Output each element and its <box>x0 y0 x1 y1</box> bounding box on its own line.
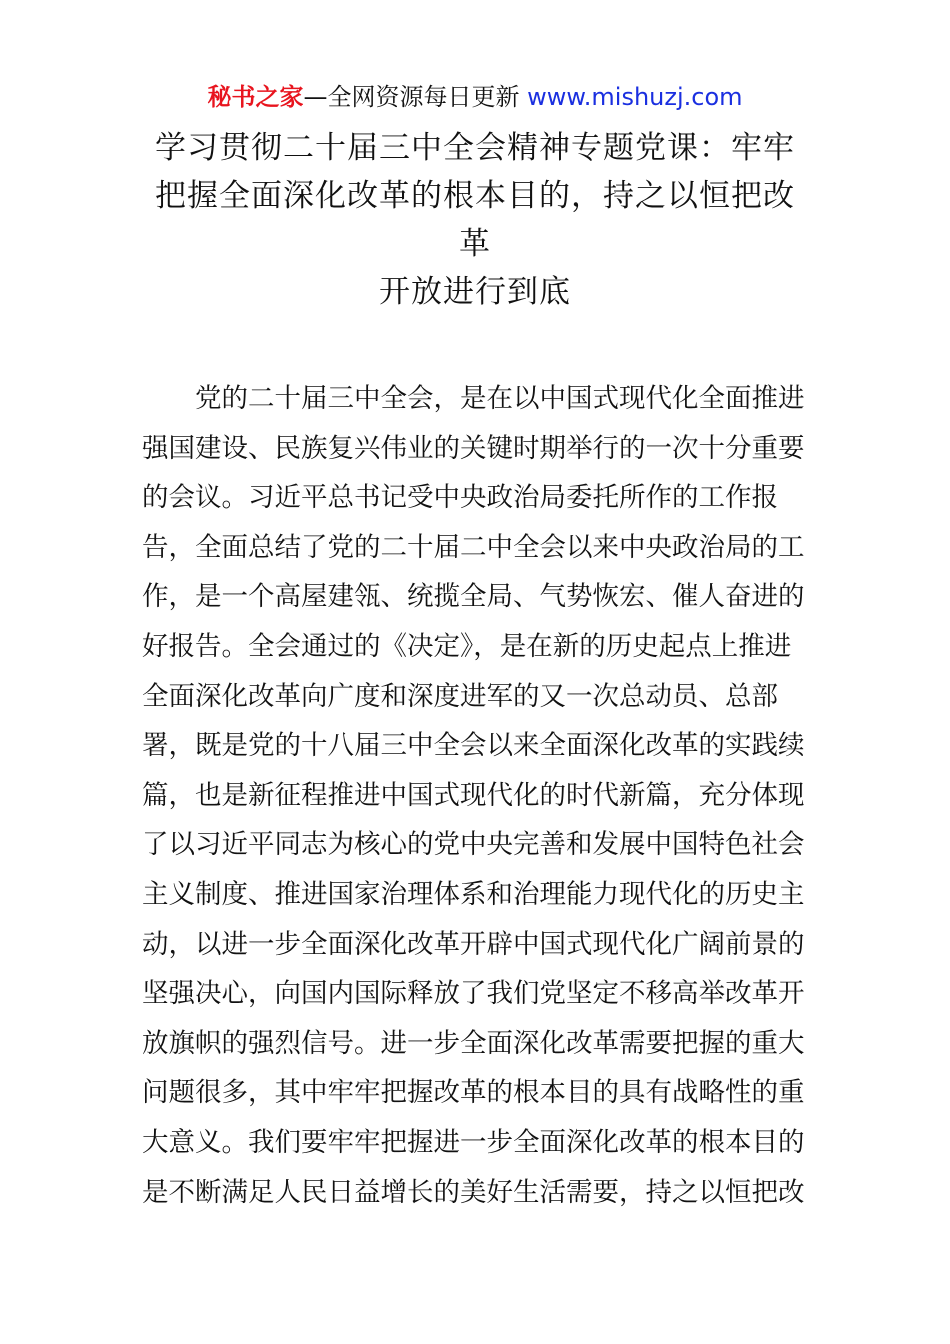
title-line: 革 <box>459 226 491 262</box>
body-line: 坚强决心，向国内国际释放了我们党坚定不移高举改革开 <box>142 978 805 1010</box>
body-line: 全面深化改革向广度和深度进军的又一次总动员、总部 <box>142 680 778 712</box>
body-line: 党的二十届三中全会，是在以中国式现代化全面推进 <box>142 383 805 414</box>
body-line: 是不断满足人民日益增长的美好生活需要，持之以恒把改 <box>142 1176 805 1208</box>
site-url-link[interactable]: www.mishuzj.com <box>527 83 743 111</box>
body-line: 署，既是党的十八届三中全会以来全面深化改革的实践续 <box>142 730 805 762</box>
body-line: 放旗帜的强烈信号。进一步全面深化改革需要把握的重大 <box>142 1027 805 1059</box>
site-slogan: —全网资源每日更新 <box>303 83 520 111</box>
body-line: 强国建设、民族复兴伟业的关键时期举行的一次十分重要 <box>142 432 805 464</box>
site-brand: 秘书之家 <box>207 83 304 111</box>
body-line: 主义制度、推进国家治理体系和治理能力现代化的历史主 <box>142 878 805 910</box>
site-header <box>0 80 950 114</box>
title-line: 开放进行到底 <box>379 274 571 310</box>
body-line: 篇，也是新征程推进中国式现代化的时代新篇，充分体现 <box>142 779 805 811</box>
body-line: 大意义。我们要牢牢把握进一步全面深化改革的根本目的 <box>142 1126 805 1158</box>
body-line: 告，全面总结了党的二十届二中全会以来中央政治局的工 <box>142 531 805 563</box>
body-line: 的会议。习近平总书记受中央政治局委托所作的工作报 <box>142 482 778 514</box>
body-line: 了以习近平同志为核心的党中央完善和发展中国特色社会 <box>142 829 805 861</box>
body-line: 作，是一个高屋建瓴、统揽全局、气势恢宏、催人奋进的 <box>142 581 805 613</box>
document-title <box>130 124 820 316</box>
title-line: 把握全面深化改革的根本目的，持之以恒把改 <box>155 178 795 214</box>
title-line: 学习贯彻二十届三中全会精神专题党课：牢牢 <box>155 130 795 166</box>
document-body <box>142 374 812 1217</box>
body-line: 动，以进一步全面深化改革开辟中国式现代化广阔前景的 <box>142 928 805 960</box>
body-line: 问题很多，其中牢牢把握改革的根本目的具有战略性的重 <box>142 1077 805 1109</box>
body-line: 好报告。全会通过的《决定》，是在新的历史起点上推进 <box>142 630 792 662</box>
